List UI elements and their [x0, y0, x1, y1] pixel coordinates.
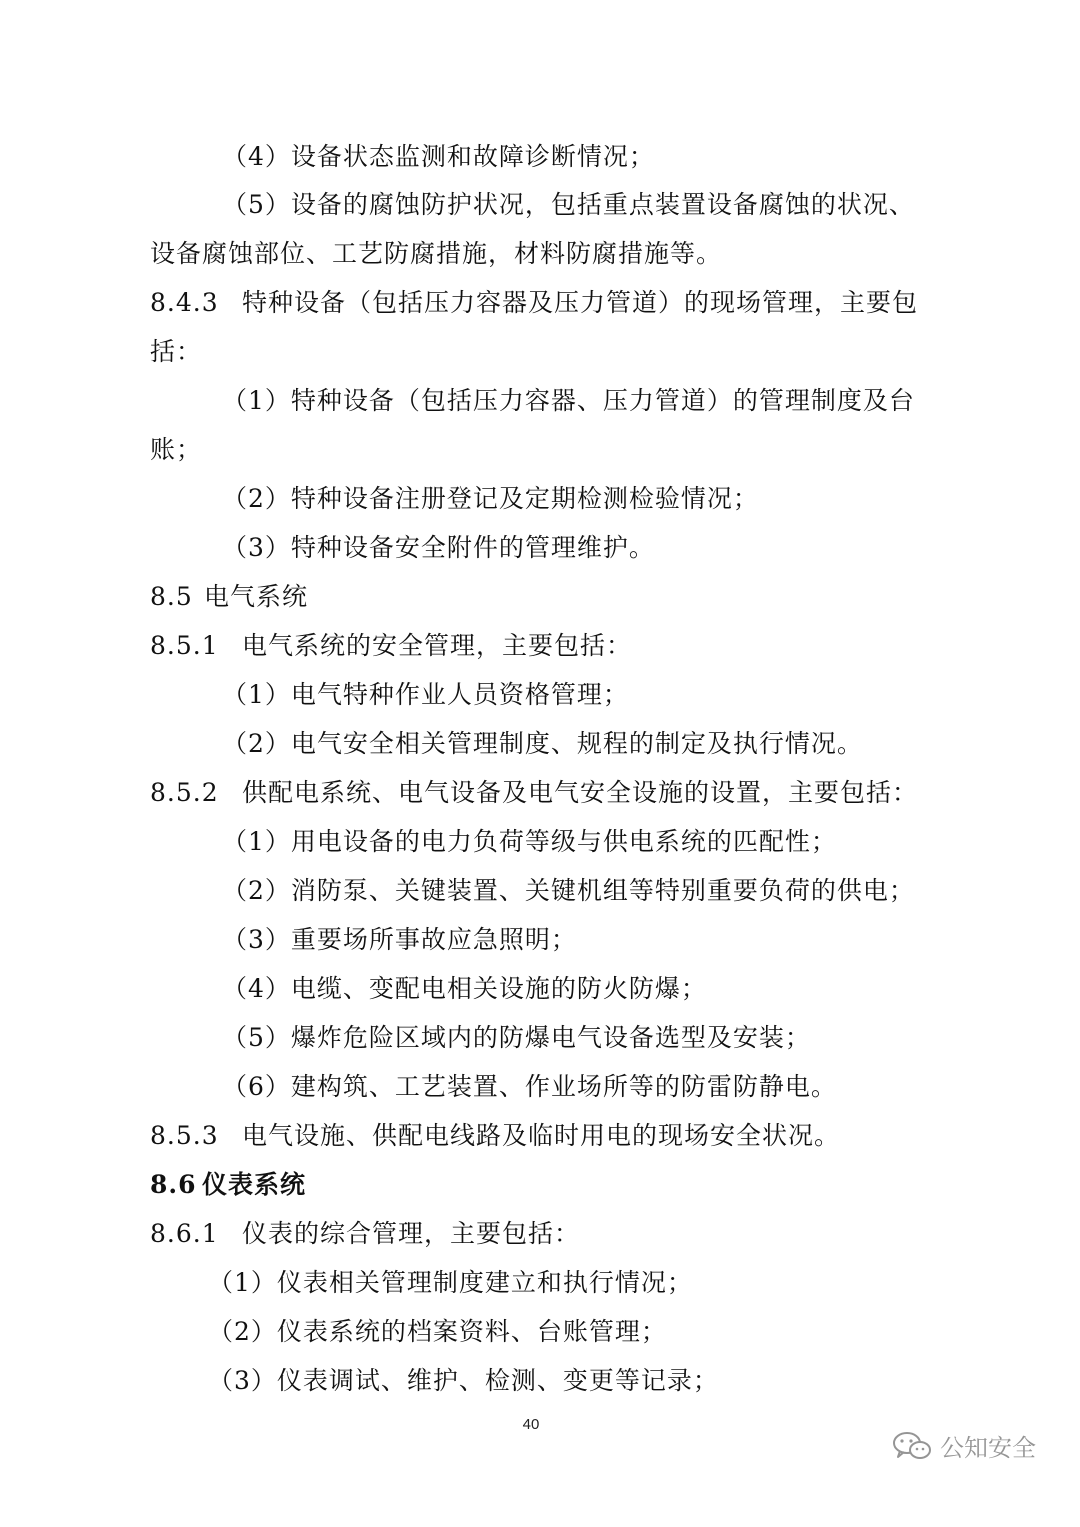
- section-number: 8.5: [150, 582, 193, 611]
- line-text: （4）设备状态监测和故障诊断情况；: [222, 142, 655, 171]
- line-item-3-emergency-lighting: [222, 924, 577, 956]
- line-item-3-accessories: [222, 532, 655, 564]
- line-text: （3）仪表调试、维护、检测、变更等记录；: [208, 1366, 719, 1395]
- line-item-5-corrosion: [222, 189, 915, 221]
- section-number: 8.4.3: [150, 288, 219, 317]
- line-item-3-instrument-records: [208, 1365, 719, 1397]
- line-text: 括：: [150, 337, 203, 366]
- section-8-4-3-continuation: [150, 336, 202, 368]
- line-item-2-instrument-archives: [208, 1316, 667, 1348]
- line-item-2-registration: [222, 483, 759, 515]
- line-text: 仪表的综合管理，主要包括：: [242, 1219, 581, 1248]
- section-8-5-1: [150, 630, 632, 662]
- line-text: （1）特种设备（包括压力容器、压力管道）的管理制度及台: [222, 386, 915, 415]
- line-text: （1）用电设备的电力负荷等级与供电系统的匹配性；: [222, 827, 837, 856]
- section-8-5-heading: [150, 581, 308, 613]
- line-text: （2）消防泵、关键装置、关键机组等特别重要负荷的供电；: [222, 876, 915, 905]
- line-item-2-regulations: [222, 728, 863, 760]
- section-number: 8.5.1: [150, 631, 219, 660]
- line-text: （5）爆炸危险区域内的防爆电气设备选型及安装；: [222, 1023, 811, 1052]
- line-item-4-monitoring: [222, 141, 655, 173]
- line-item-1-special-equipment: [222, 385, 915, 417]
- line-text: （5）设备的腐蚀防护状况，包括重点装置设备腐蚀的状况、: [222, 190, 915, 219]
- section-8-4-3: [150, 287, 918, 319]
- watermark-text: 公知安全: [940, 1434, 1036, 1462]
- line-text: （2）特种设备注册登记及定期检测检验情况；: [222, 484, 759, 513]
- line-item-4-cable-fireproof: [222, 973, 707, 1005]
- section-number: 8.5.2: [150, 778, 219, 807]
- line-text: 供配电系统、电气设备及电气安全设施的设置，主要包括：: [242, 778, 919, 807]
- line-item-5-explosion-proof: [222, 1022, 811, 1054]
- line-text: （4）电缆、变配电相关设施的防火防爆；: [222, 974, 707, 1003]
- wechat-icon: [892, 1430, 932, 1462]
- line-item-1-load-level: [222, 826, 837, 858]
- section-number: 8.5.3: [150, 1121, 219, 1150]
- line-item-1-continuation: [150, 434, 202, 466]
- line-text: （6）建构筑、工艺装置、作业场所等的防雷防静电。: [222, 1072, 837, 1101]
- section-number: 8.6: [150, 1170, 197, 1199]
- line-text: 电气设施、供配电线路及临时用电的现场安全状况。: [242, 1121, 841, 1150]
- line-item-5-continuation: [150, 238, 722, 270]
- line-text: （1）仪表相关管理制度建立和执行情况；: [208, 1268, 693, 1297]
- line-text: 电气系统的安全管理，主要包括：: [242, 631, 633, 660]
- line-text: （3）重要场所事故应急照明；: [222, 925, 577, 954]
- line-item-1-qualification: [222, 679, 629, 711]
- line-text: 账；: [150, 435, 203, 464]
- line-text: 仪表系统: [202, 1170, 307, 1199]
- line-text: 特种设备（包括压力容器及压力管道）的现场管理，主要包: [242, 288, 919, 317]
- section-8-6-heading: [150, 1169, 306, 1201]
- page-number: 40: [522, 1416, 540, 1433]
- line-item-1-instrument-rules: [208, 1267, 693, 1299]
- section-8-6-1: [150, 1218, 580, 1250]
- line-text: （1）电气特种作业人员资格管理；: [222, 680, 629, 709]
- section-number: 8.6.1: [150, 1219, 219, 1248]
- watermark: [892, 1428, 1036, 1463]
- line-text: 设备腐蚀部位、工艺防腐措施，材料防腐措施等。: [150, 239, 723, 268]
- line-item-6-lightning: [222, 1071, 837, 1103]
- line-item-2-fire-pump: [222, 875, 915, 907]
- line-text: （2）仪表系统的档案资料、台账管理；: [208, 1317, 667, 1346]
- line-text: （3）特种设备安全附件的管理维护。: [222, 533, 655, 562]
- line-text: （2）电气安全相关管理制度、规程的制定及执行情况。: [222, 729, 863, 758]
- line-text: 电气系统: [204, 582, 309, 611]
- section-8-5-3: [150, 1120, 840, 1152]
- section-8-5-2: [150, 777, 918, 809]
